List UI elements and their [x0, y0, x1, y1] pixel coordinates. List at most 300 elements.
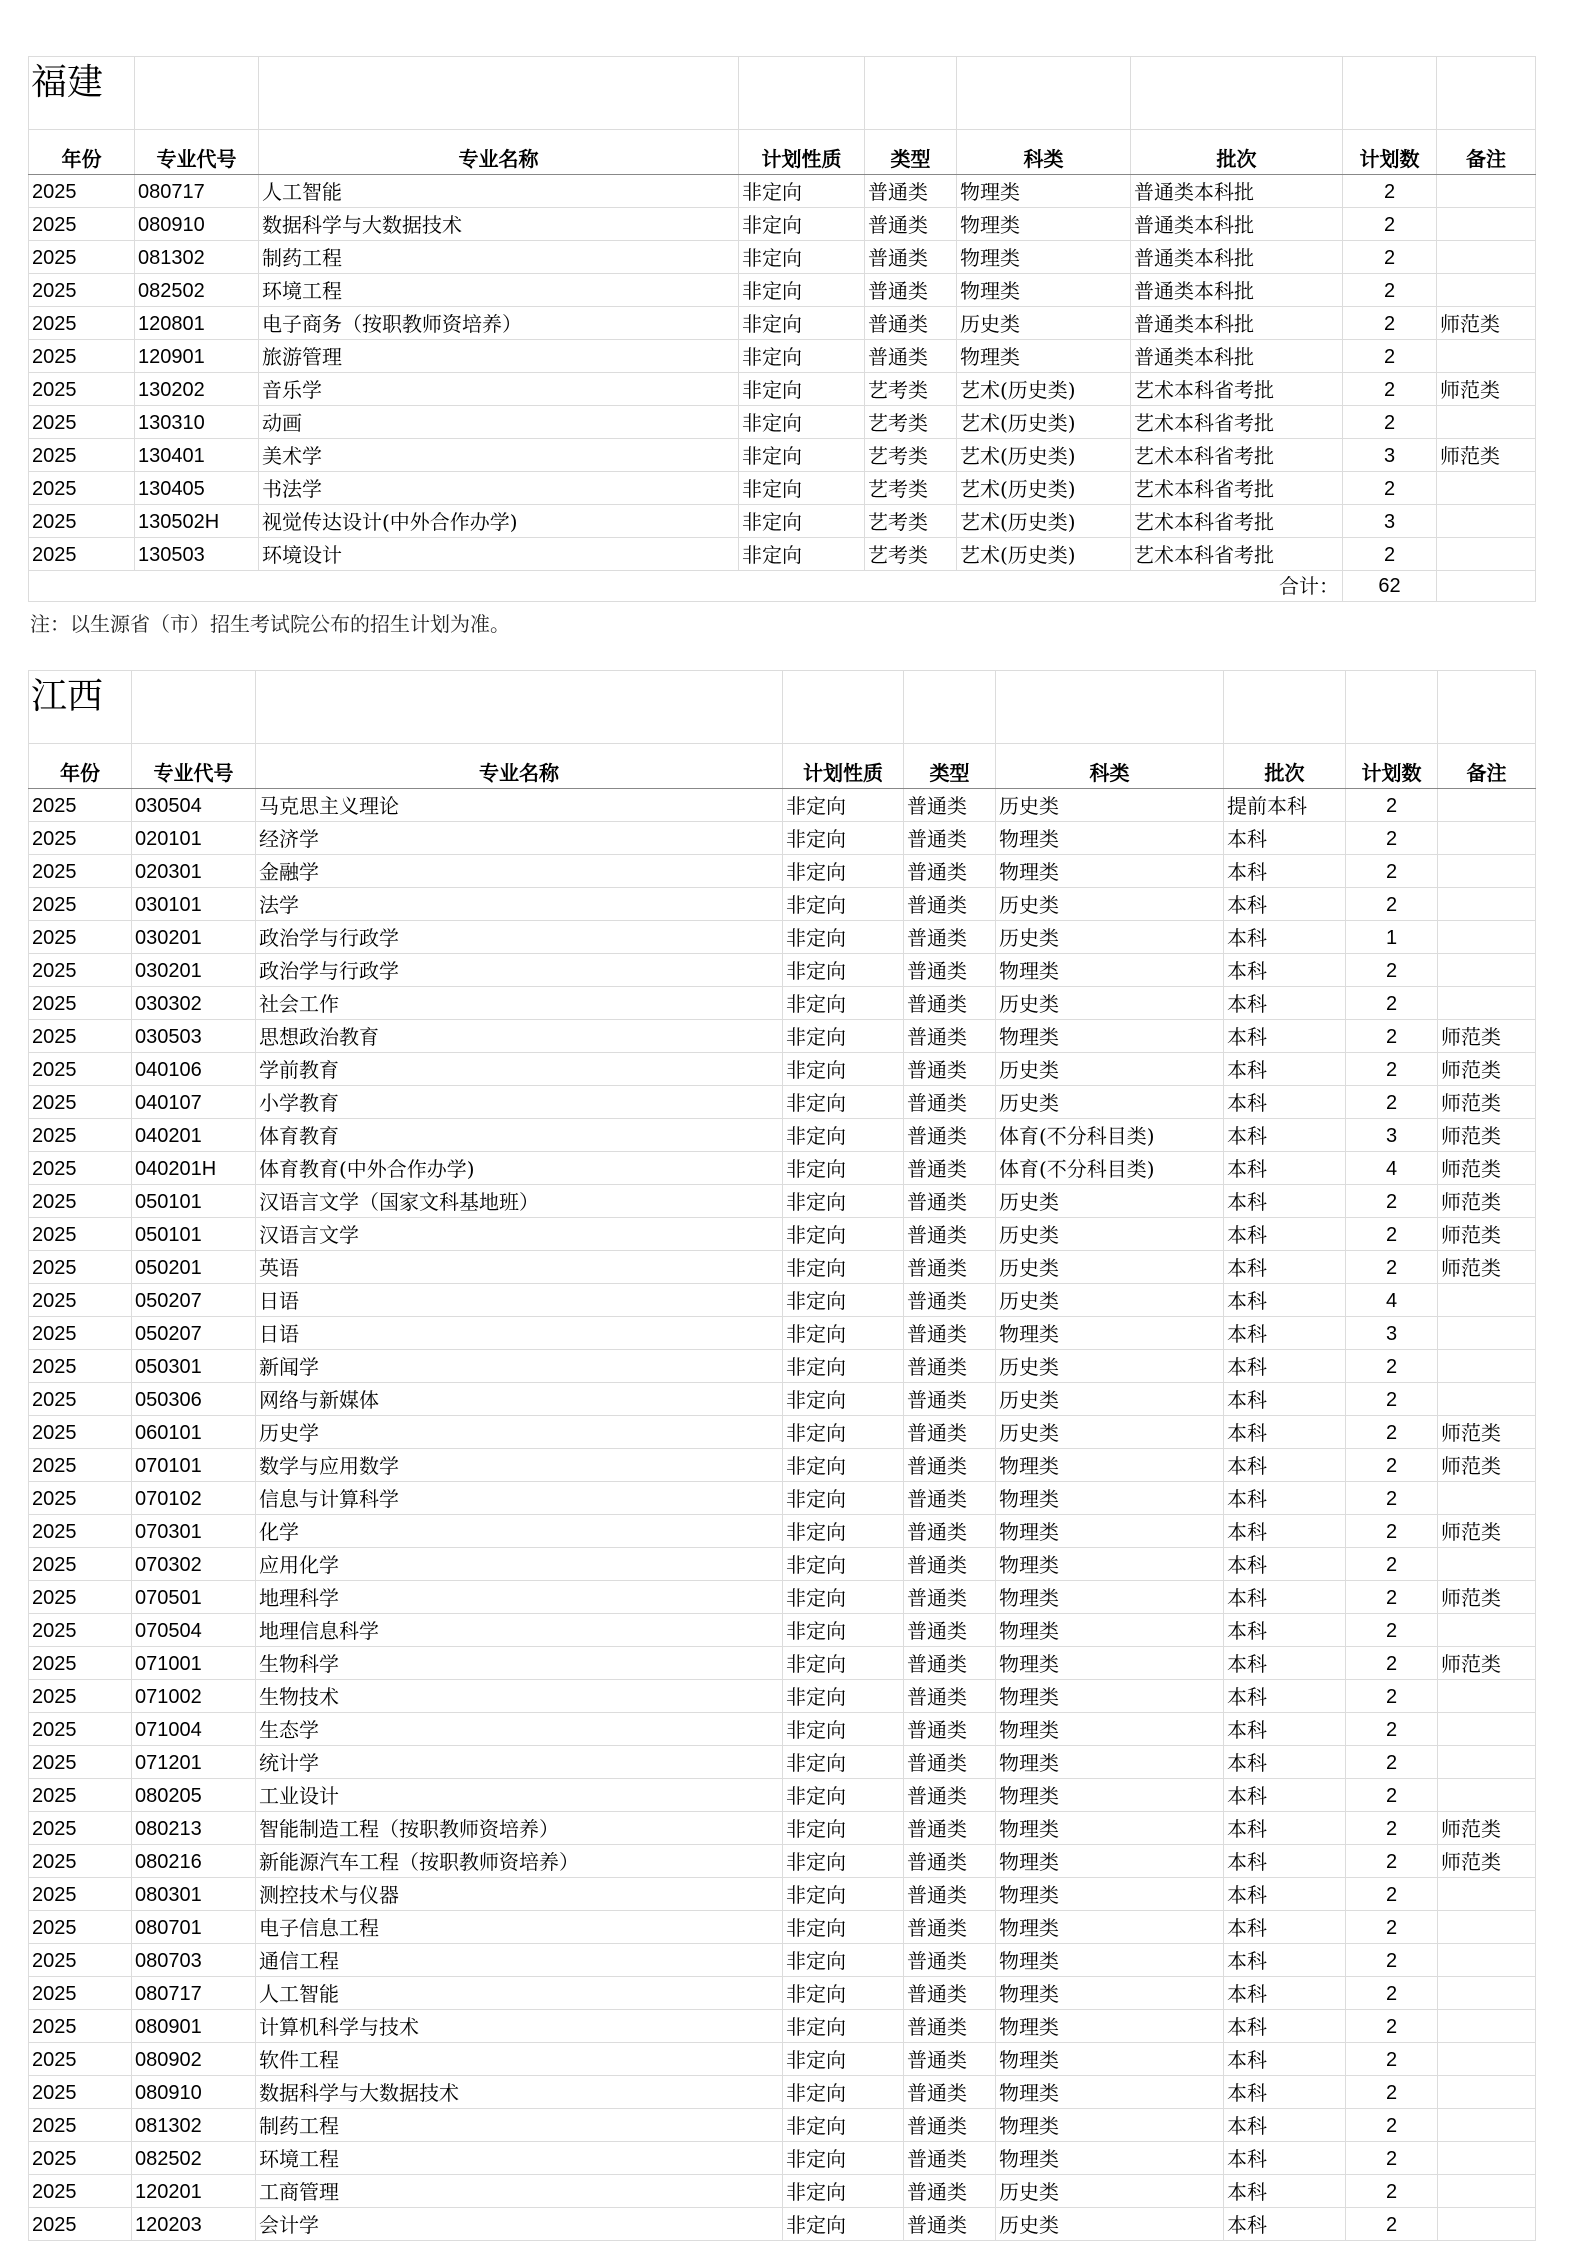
- cell-plan-type: 非定向: [783, 789, 904, 822]
- cell-category: 普通类: [904, 2175, 996, 2208]
- table-row: [29, 888, 1536, 921]
- cell-count: 2: [1346, 1515, 1438, 1548]
- cell-major: 英语: [256, 1251, 783, 1284]
- cell-subject: 物理类: [996, 2109, 1224, 2142]
- table-row: [29, 274, 1536, 307]
- cell-subject: 艺术(历史类): [957, 505, 1131, 538]
- cell-code: 080701: [132, 1911, 256, 1944]
- cell-code: 050207: [132, 1284, 256, 1317]
- header-major: 专业名称: [256, 744, 783, 789]
- cell-year: 2025: [29, 1152, 132, 1185]
- header-count: 计划数: [1346, 744, 1438, 789]
- cell-code: 071001: [132, 1647, 256, 1680]
- cell-batch: 艺术本科省考批: [1131, 538, 1343, 571]
- cell-batch: 艺术本科省考批: [1131, 472, 1343, 505]
- table-row: [29, 2010, 1536, 2043]
- cell-major: 新闻学: [256, 1350, 783, 1383]
- cell-subject: 历史类: [996, 1284, 1224, 1317]
- cell-category: 普通类: [904, 1251, 996, 1284]
- cell-count: 2: [1346, 2109, 1438, 2142]
- table-row: [29, 1152, 1536, 1185]
- cell-batch: 本科: [1224, 1779, 1346, 1812]
- cell-subject: 物理类: [996, 1581, 1224, 1614]
- cell-plan-type: 非定向: [783, 1581, 904, 1614]
- cell-count: 2: [1346, 1086, 1438, 1119]
- table-row: [29, 307, 1536, 340]
- cell-code: 030302: [132, 987, 256, 1020]
- cell-batch: 本科: [1224, 2076, 1346, 2109]
- cell-year: 2025: [29, 274, 135, 307]
- cell-plan-type: 非定向: [783, 2076, 904, 2109]
- cell-subject: 物理类: [996, 1647, 1224, 1680]
- cell-subject: 物理类: [996, 1911, 1224, 1944]
- cell-remark: 师范类: [1438, 1185, 1536, 1218]
- cell-count: 2: [1343, 307, 1437, 340]
- cell-year: 2025: [29, 822, 132, 855]
- cell-count: 2: [1346, 1944, 1438, 1977]
- cell-category: 普通类: [904, 1647, 996, 1680]
- cell-subject: 物理类: [957, 208, 1131, 241]
- header-batch: 批次: [1224, 744, 1346, 789]
- cell-plan-type: 非定向: [739, 175, 865, 208]
- cell-count: 2: [1346, 1416, 1438, 1449]
- cell-subject: 物理类: [996, 1977, 1224, 2010]
- cell-count: 4: [1346, 1284, 1438, 1317]
- cell-subject: 物理类: [996, 1317, 1224, 1350]
- cell-major: 学前教育: [256, 1053, 783, 1086]
- cell-subject: 艺术(历史类): [957, 439, 1131, 472]
- cell-subject: 历史类: [996, 2208, 1224, 2241]
- fujian-section: [28, 56, 1535, 602]
- cell-remark: 师范类: [1438, 1449, 1536, 1482]
- cell-code: 120901: [135, 340, 259, 373]
- cell-major: 新能源汽车工程（按职教师资培养）: [256, 1845, 783, 1878]
- cell-plan-type: 非定向: [783, 855, 904, 888]
- cell-year: 2025: [29, 2010, 132, 2043]
- total-label: 合计：: [29, 571, 1343, 602]
- cell-plan-type: 非定向: [739, 439, 865, 472]
- cell-category: 普通类: [904, 1845, 996, 1878]
- cell-code: 030101: [132, 888, 256, 921]
- cell-subject: 物理类: [996, 1515, 1224, 1548]
- cell-major: 化学: [256, 1515, 783, 1548]
- cell-plan-type: 非定向: [783, 1911, 904, 1944]
- cell-major: 汉语言文学: [256, 1218, 783, 1251]
- cell-code: 030201: [132, 921, 256, 954]
- cell-plan-type: 非定向: [783, 888, 904, 921]
- cell-major: 网络与新媒体: [256, 1383, 783, 1416]
- cell-count: 2: [1343, 340, 1437, 373]
- cell-plan-type: 非定向: [783, 1515, 904, 1548]
- cell-subject: 物理类: [996, 1020, 1224, 1053]
- cell-plan-type: 非定向: [783, 1383, 904, 1416]
- cell-category: 普通类: [904, 1614, 996, 1647]
- cell-category: 普通类: [904, 1746, 996, 1779]
- cell-subject: 物理类: [996, 1449, 1224, 1482]
- cell-batch: 本科: [1224, 2142, 1346, 2175]
- table-row: [29, 2175, 1536, 2208]
- cell-major: 音乐学: [259, 373, 739, 406]
- cell-batch: 艺术本科省考批: [1131, 505, 1343, 538]
- cell-code: 080717: [132, 1977, 256, 2010]
- cell-batch: 普通类本科批: [1131, 241, 1343, 274]
- cell-year: 2025: [29, 1185, 132, 1218]
- jiangxi-header-row: [29, 744, 1536, 789]
- cell-batch: 本科: [1224, 954, 1346, 987]
- cell-remark: 师范类: [1438, 1647, 1536, 1680]
- table-row: [29, 1185, 1536, 1218]
- cell-year: 2025: [29, 2076, 132, 2109]
- cell-subject: 物理类: [996, 1548, 1224, 1581]
- cell-category: 艺考类: [865, 472, 957, 505]
- cell-batch: 本科: [1224, 2010, 1346, 2043]
- table-row: [29, 1944, 1536, 1977]
- cell-subject: 历史类: [996, 1185, 1224, 1218]
- cell-batch: 本科: [1224, 2043, 1346, 2076]
- cell-count: 3: [1343, 505, 1437, 538]
- cell-remark: [1438, 789, 1536, 822]
- cell-subject: 物理类: [996, 1878, 1224, 1911]
- cell-category: 普通类: [904, 1878, 996, 1911]
- cell-subject: 历史类: [996, 888, 1224, 921]
- table-row: [29, 1119, 1536, 1152]
- cell-subject: 物理类: [996, 2043, 1224, 2076]
- cell-subject: 体育(不分科目类): [996, 1119, 1224, 1152]
- cell-code: 120801: [135, 307, 259, 340]
- header-remark: 备注: [1438, 744, 1536, 789]
- cell-major: 环境工程: [256, 2142, 783, 2175]
- cell-subject: 历史类: [996, 987, 1224, 1020]
- cell-count: 2: [1346, 1977, 1438, 2010]
- cell-remark: [1438, 1614, 1536, 1647]
- cell-plan-type: 非定向: [783, 1845, 904, 1878]
- cell-year: 2025: [29, 1911, 132, 1944]
- cell-major: 工业设计: [256, 1779, 783, 1812]
- cell-plan-type: 非定向: [783, 954, 904, 987]
- cell-count: 2: [1346, 1449, 1438, 1482]
- cell-count: 2: [1346, 2142, 1438, 2175]
- cell-remark: [1438, 1548, 1536, 1581]
- cell-year: 2025: [29, 1614, 132, 1647]
- cell-remark: [1438, 1911, 1536, 1944]
- cell-code: 071201: [132, 1746, 256, 1779]
- cell-category: 普通类: [904, 1053, 996, 1086]
- cell-batch: 本科: [1224, 1251, 1346, 1284]
- cell-plan-type: 非定向: [739, 406, 865, 439]
- cell-count: 2: [1346, 1185, 1438, 1218]
- cell-plan-type: 非定向: [783, 2208, 904, 2241]
- cell-plan-type: 非定向: [739, 307, 865, 340]
- header-year: 年份: [29, 744, 132, 789]
- table-row: [29, 1482, 1536, 1515]
- cell-category: 普通类: [865, 307, 957, 340]
- header-subject: 科类: [996, 744, 1224, 789]
- table-row: [29, 2208, 1536, 2241]
- header-count: 计划数: [1343, 130, 1437, 175]
- cell-plan-type: 非定向: [783, 1614, 904, 1647]
- cell-subject: 物理类: [996, 1746, 1224, 1779]
- cell-year: 2025: [29, 1812, 132, 1845]
- cell-batch: 本科: [1224, 2109, 1346, 2142]
- cell-count: 2: [1343, 373, 1437, 406]
- table-row: [29, 1581, 1536, 1614]
- cell-remark: [1438, 2208, 1536, 2241]
- cell-subject: 物理类: [996, 1713, 1224, 1746]
- cell-plan-type: 非定向: [783, 822, 904, 855]
- cell-category: 普通类: [904, 1482, 996, 1515]
- cell-category: 艺考类: [865, 538, 957, 571]
- cell-code: 040201: [132, 1119, 256, 1152]
- cell-subject: 历史类: [996, 1251, 1224, 1284]
- cell-plan-type: 非定向: [783, 1119, 904, 1152]
- cell-major: 电子信息工程: [256, 1911, 783, 1944]
- cell-code: 071002: [132, 1680, 256, 1713]
- cell-category: 普通类: [865, 241, 957, 274]
- cell-code: 080301: [132, 1878, 256, 1911]
- table-row: [29, 921, 1536, 954]
- cell-batch: 普通类本科批: [1131, 208, 1343, 241]
- table-row: [29, 855, 1536, 888]
- cell-batch: 本科: [1224, 822, 1346, 855]
- cell-category: 普通类: [904, 822, 996, 855]
- cell-batch: 本科: [1224, 1119, 1346, 1152]
- cell-year: 2025: [29, 439, 135, 472]
- cell-category: 普通类: [865, 274, 957, 307]
- cell-code: 040107: [132, 1086, 256, 1119]
- cell-plan-type: 非定向: [783, 1812, 904, 1845]
- cell-remark: [1438, 888, 1536, 921]
- cell-batch: 本科: [1224, 1449, 1346, 1482]
- cell-remark: 师范类: [1438, 1053, 1536, 1086]
- cell-count: 2: [1343, 274, 1437, 307]
- table-row: [29, 1416, 1536, 1449]
- cell-subject: 物理类: [996, 1680, 1224, 1713]
- cell-plan-type: 非定向: [783, 1416, 904, 1449]
- cell-count: 2: [1346, 1614, 1438, 1647]
- cell-plan-type: 非定向: [783, 1548, 904, 1581]
- table-row: [29, 1251, 1536, 1284]
- cell-count: 2: [1346, 2076, 1438, 2109]
- cell-plan-type: 非定向: [739, 373, 865, 406]
- cell-code: 080901: [132, 2010, 256, 2043]
- cell-year: 2025: [29, 1119, 132, 1152]
- cell-count: 3: [1346, 1119, 1438, 1152]
- cell-year: 2025: [29, 1746, 132, 1779]
- cell-code: 070504: [132, 1614, 256, 1647]
- cell-batch: 本科: [1224, 1416, 1346, 1449]
- cell-count: 2: [1346, 2208, 1438, 2241]
- cell-remark: [1438, 1746, 1536, 1779]
- table-row: [29, 1713, 1536, 1746]
- cell-batch: 艺术本科省考批: [1131, 373, 1343, 406]
- cell-count: 2: [1346, 1350, 1438, 1383]
- cell-plan-type: 非定向: [783, 1680, 904, 1713]
- cell-count: 2: [1343, 175, 1437, 208]
- cell-batch: 本科: [1224, 2208, 1346, 2241]
- cell-category: 普通类: [904, 1185, 996, 1218]
- cell-remark: [1437, 472, 1536, 505]
- jiangxi-section: [28, 670, 1535, 2241]
- cell-subject: 历史类: [996, 2175, 1224, 2208]
- cell-plan-type: 非定向: [783, 1086, 904, 1119]
- table-row: [29, 1845, 1536, 1878]
- cell-code: 080910: [135, 208, 259, 241]
- table-row: [29, 1680, 1536, 1713]
- cell-major: 通信工程: [256, 1944, 783, 1977]
- cell-batch: 提前本科: [1224, 789, 1346, 822]
- cell-year: 2025: [29, 2208, 132, 2241]
- cell-code: 081302: [135, 241, 259, 274]
- cell-batch: 本科: [1224, 1482, 1346, 1515]
- cell-major: 应用化学: [256, 1548, 783, 1581]
- header-code: 专业代号: [135, 130, 259, 175]
- cell-code: 130401: [135, 439, 259, 472]
- cell-year: 2025: [29, 2043, 132, 2076]
- cell-plan-type: 非定向: [739, 505, 865, 538]
- cell-year: 2025: [29, 1779, 132, 1812]
- cell-year: 2025: [29, 1218, 132, 1251]
- jiangxi-province-title: 江西: [29, 671, 132, 744]
- cell-plan-type: 非定向: [783, 1317, 904, 1350]
- cell-year: 2025: [29, 1251, 132, 1284]
- cell-major: 体育教育(中外合作办学): [256, 1152, 783, 1185]
- table-row: [29, 2109, 1536, 2142]
- cell-code: 080213: [132, 1812, 256, 1845]
- cell-major: 法学: [256, 888, 783, 921]
- table-row: [29, 1614, 1536, 1647]
- cell-batch: 本科: [1224, 1515, 1346, 1548]
- cell-year: 2025: [29, 1350, 132, 1383]
- cell-major: 经济学: [256, 822, 783, 855]
- cell-batch: 本科: [1224, 1383, 1346, 1416]
- cell-year: 2025: [29, 1845, 132, 1878]
- cell-subject: 物理类: [996, 1944, 1224, 1977]
- header-subject: 科类: [957, 130, 1131, 175]
- cell-remark: [1438, 2109, 1536, 2142]
- cell-major: 电子商务（按职教师资培养）: [259, 307, 739, 340]
- jiangxi-table-body: [29, 789, 1536, 2241]
- table-row: [29, 472, 1536, 505]
- table-row: [29, 2076, 1536, 2109]
- cell-subject: 物理类: [957, 241, 1131, 274]
- cell-major: 生物技术: [256, 1680, 783, 1713]
- cell-plan-type: 非定向: [783, 1482, 904, 1515]
- table-row: [29, 1812, 1536, 1845]
- cell-plan-type: 非定向: [783, 1152, 904, 1185]
- cell-plan-type: 非定向: [783, 2010, 904, 2043]
- cell-subject: 历史类: [996, 1053, 1224, 1086]
- cell-year: 2025: [29, 1680, 132, 1713]
- cell-plan-type: 非定向: [739, 472, 865, 505]
- cell-code: 120203: [132, 2208, 256, 2241]
- cell-batch: 本科: [1224, 1581, 1346, 1614]
- cell-remark: [1437, 538, 1536, 571]
- cell-remark: [1438, 1977, 1536, 2010]
- cell-count: 2: [1346, 2010, 1438, 2043]
- cell-year: 2025: [29, 208, 135, 241]
- cell-subject: 艺术(历史类): [957, 538, 1131, 571]
- cell-code: 082502: [132, 2142, 256, 2175]
- cell-batch: 本科: [1224, 987, 1346, 1020]
- cell-category: 普通类: [904, 1449, 996, 1482]
- cell-year: 2025: [29, 1020, 132, 1053]
- cell-subject: 物理类: [996, 1845, 1224, 1878]
- cell-plan-type: 非定向: [783, 1284, 904, 1317]
- cell-category: 普通类: [904, 1812, 996, 1845]
- cell-major: 日语: [256, 1317, 783, 1350]
- cell-category: 艺考类: [865, 406, 957, 439]
- cell-subject: 艺术(历史类): [957, 373, 1131, 406]
- table-row: [29, 439, 1536, 472]
- cell-count: 1: [1346, 921, 1438, 954]
- cell-remark: 师范类: [1438, 1416, 1536, 1449]
- cell-subject: 体育(不分科目类): [996, 1152, 1224, 1185]
- cell-major: 工商管理: [256, 2175, 783, 2208]
- cell-category: 普通类: [904, 855, 996, 888]
- table-row: [29, 1911, 1536, 1944]
- cell-plan-type: 非定向: [783, 1647, 904, 1680]
- cell-batch: 本科: [1224, 1218, 1346, 1251]
- cell-code: 071004: [132, 1713, 256, 1746]
- table-row: [29, 1878, 1536, 1911]
- cell-year: 2025: [29, 2175, 132, 2208]
- cell-remark: [1438, 2076, 1536, 2109]
- cell-count: 2: [1346, 1581, 1438, 1614]
- cell-subject: 历史类: [996, 1383, 1224, 1416]
- cell-year: 2025: [29, 1284, 132, 1317]
- cell-remark: [1437, 406, 1536, 439]
- cell-year: 2025: [29, 789, 132, 822]
- table-row: [29, 406, 1536, 439]
- header-category: 类型: [904, 744, 996, 789]
- cell-code: 050306: [132, 1383, 256, 1416]
- fujian-table-body: [29, 175, 1536, 571]
- cell-plan-type: 非定向: [783, 1053, 904, 1086]
- cell-batch: 艺术本科省考批: [1131, 439, 1343, 472]
- cell-count: 2: [1346, 822, 1438, 855]
- cell-category: 普通类: [904, 1020, 996, 1053]
- cell-code: 050201: [132, 1251, 256, 1284]
- cell-count: 2: [1343, 208, 1437, 241]
- cell-subject: 物理类: [996, 1482, 1224, 1515]
- cell-remark: [1438, 954, 1536, 987]
- cell-category: 艺考类: [865, 439, 957, 472]
- table-row: [29, 1053, 1536, 1086]
- cell-category: 普通类: [904, 1383, 996, 1416]
- cell-remark: [1438, 2010, 1536, 2043]
- table-row: [29, 822, 1536, 855]
- cell-remark: 师范类: [1438, 1119, 1536, 1152]
- cell-batch: 本科: [1224, 2175, 1346, 2208]
- cell-plan-type: 非定向: [783, 2142, 904, 2175]
- cell-count: 2: [1346, 1482, 1438, 1515]
- cell-major: 历史学: [256, 1416, 783, 1449]
- cell-code: 130310: [135, 406, 259, 439]
- cell-subject: 历史类: [996, 1416, 1224, 1449]
- cell-plan-type: 非定向: [739, 208, 865, 241]
- cell-plan-type: 非定向: [739, 538, 865, 571]
- cell-major: 制药工程: [256, 2109, 783, 2142]
- cell-major: 马克思主义理论: [256, 789, 783, 822]
- cell-batch: 本科: [1224, 1977, 1346, 2010]
- cell-batch: 本科: [1224, 1185, 1346, 1218]
- cell-remark: [1438, 822, 1536, 855]
- cell-code: 040201H: [132, 1152, 256, 1185]
- cell-category: 普通类: [904, 1350, 996, 1383]
- cell-plan-type: 非定向: [783, 1944, 904, 1977]
- cell-major: 视觉传达设计(中外合作办学): [259, 505, 739, 538]
- cell-year: 2025: [29, 855, 132, 888]
